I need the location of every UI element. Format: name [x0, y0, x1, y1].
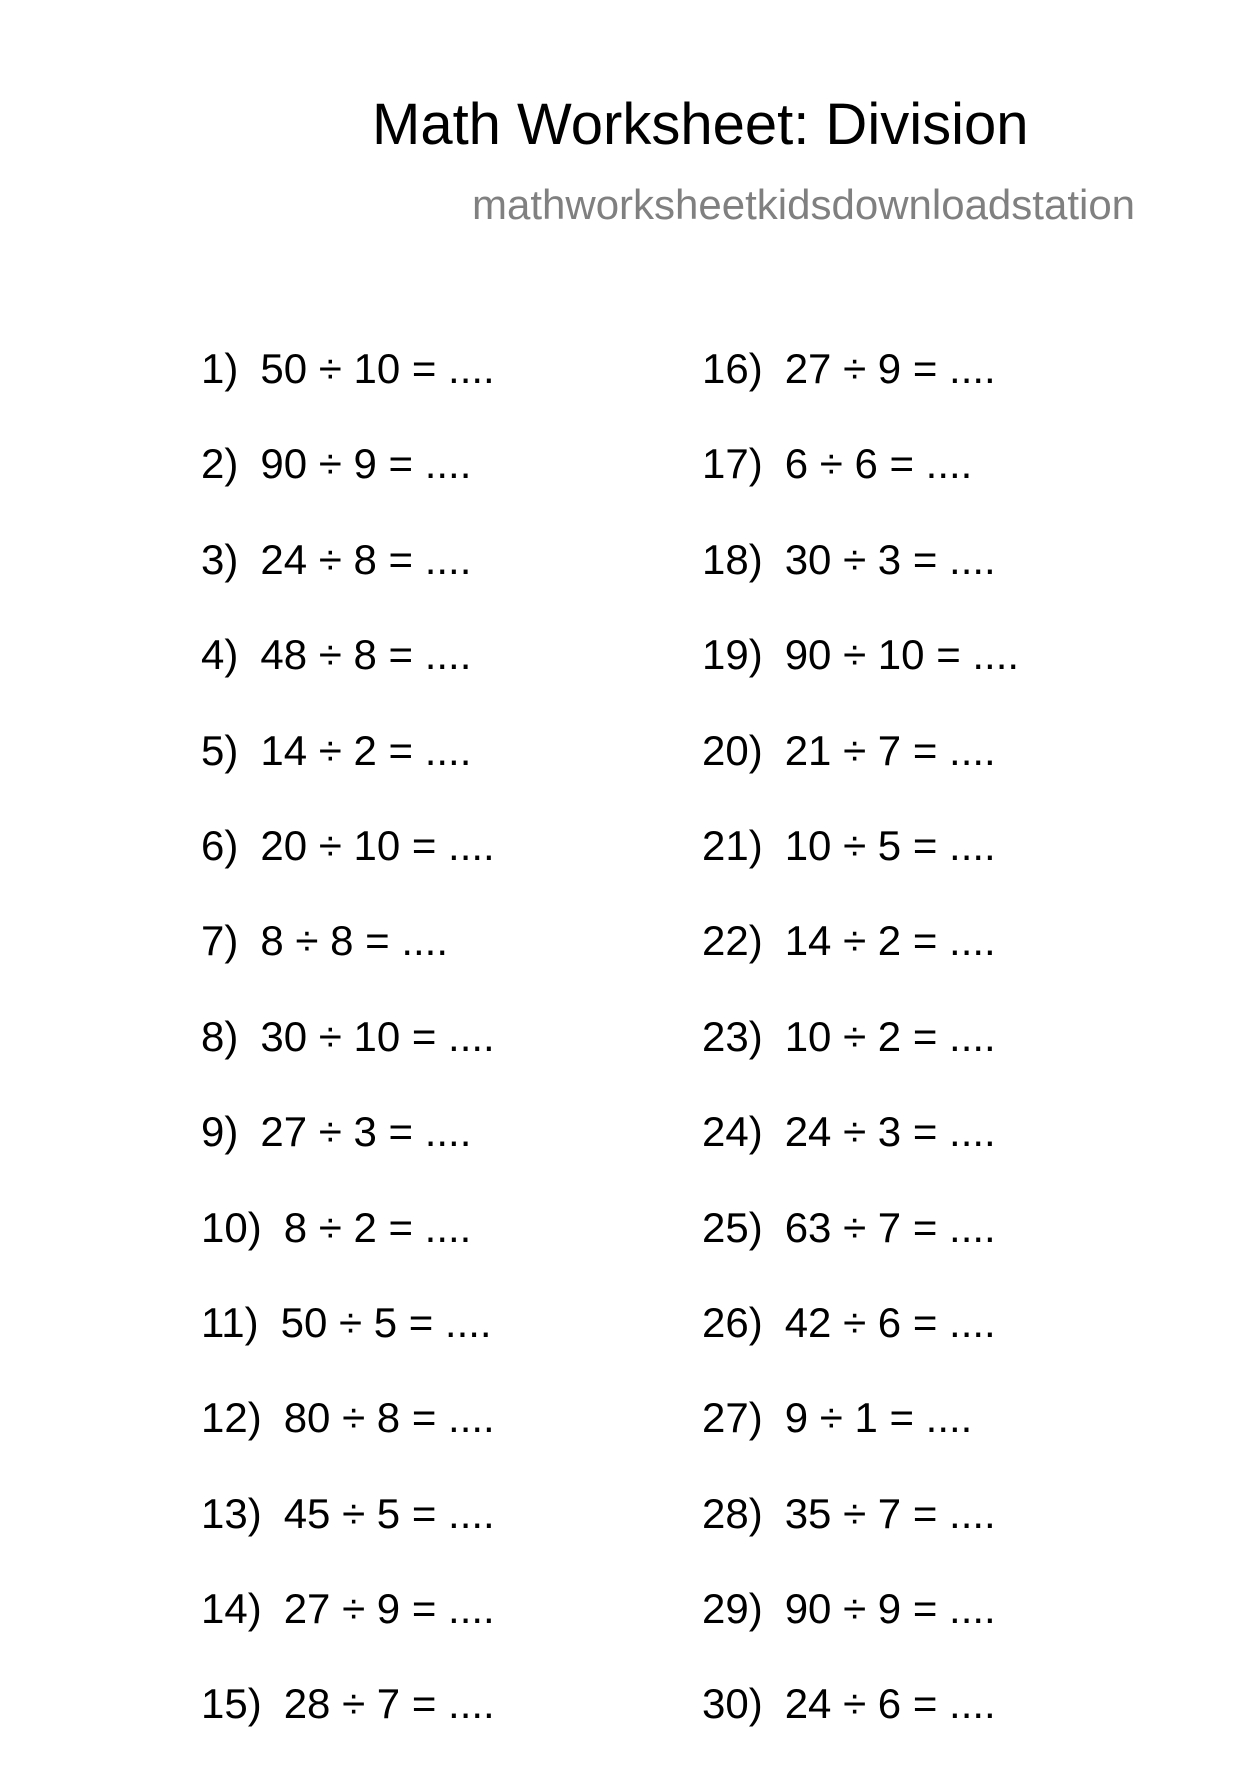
problem-number: 8) [201, 1012, 239, 1060]
problem-number: 14) [201, 1585, 262, 1633]
problem-expression: 30 ÷ 10 = .... [260, 1012, 495, 1060]
problem-expression: 24 ÷ 3 = .... [784, 1108, 996, 1156]
problem-item [702, 345, 1019, 443]
problem-expression: 21 ÷ 7 = .... [784, 726, 996, 774]
problem-item [201, 631, 495, 729]
problem-number: 30) [702, 1680, 763, 1728]
problem-expression: 27 ÷ 3 = .... [260, 1108, 472, 1156]
problem-item [201, 535, 495, 634]
problem-expression: 8 ÷ 2 = .... [283, 1203, 472, 1251]
problem-expression: 42 ÷ 6 = .... [784, 1298, 996, 1346]
problem-item [201, 1108, 495, 1206]
problem-number: 25) [702, 1203, 763, 1251]
problem-number: 5) [201, 726, 239, 774]
problem-number: 13) [201, 1489, 262, 1537]
problem-expression: 27 ÷ 9 = .... [283, 1585, 495, 1633]
problem-expression: 6 ÷ 6 = .... [784, 440, 973, 488]
problem-number: 11) [201, 1298, 259, 1346]
problem-number: 9) [201, 1108, 239, 1156]
problem-expression: 20 ÷ 10 = .... [260, 821, 495, 869]
problem-item [201, 1394, 495, 1492]
problem-expression: 24 ÷ 6 = .... [784, 1680, 996, 1728]
problem-expression: 80 ÷ 8 = .... [283, 1394, 495, 1442]
problem-item [201, 345, 495, 443]
problem-number: 3) [201, 535, 239, 583]
problem-expression: 27 ÷ 9 = .... [784, 345, 996, 392]
problem-item [201, 1012, 495, 1111]
problem-item [702, 1108, 1019, 1206]
problem-number: 10) [201, 1203, 262, 1251]
problem-item [702, 1298, 1019, 1397]
problem-expression: 90 ÷ 9 = .... [260, 440, 472, 488]
problem-column-left [201, 345, 495, 1779]
problem-number: 17) [702, 440, 763, 488]
problem-expression: 10 ÷ 2 = .... [784, 1012, 996, 1060]
problem-item [702, 1585, 1019, 1683]
problem-expression: 45 ÷ 5 = .... [283, 1489, 495, 1537]
problem-expression: 90 ÷ 9 = .... [784, 1585, 996, 1633]
site-name: mathworksheetkidsdownloadstation [472, 181, 1136, 228]
problem-number: 19) [702, 631, 763, 679]
problem-item [201, 821, 495, 920]
problem-item [702, 535, 1019, 634]
problem-item [702, 1203, 1019, 1302]
problem-number: 7) [201, 917, 239, 965]
problem-expression: 50 ÷ 10 = .... [260, 345, 495, 392]
problem-item [702, 726, 1019, 825]
problem-item [702, 1394, 1019, 1492]
problem-expression: 28 ÷ 7 = .... [283, 1680, 495, 1728]
problem-item [201, 726, 495, 825]
problem-item [702, 1012, 1019, 1111]
problem-column-right [702, 345, 1020, 1779]
problem-number: 24) [702, 1108, 763, 1156]
problem-expression: 10 ÷ 5 = .... [784, 821, 996, 869]
problem-item [702, 440, 1019, 538]
problem-number: 21) [702, 821, 763, 869]
problem-item [702, 631, 1020, 729]
problem-number: 26) [702, 1298, 763, 1346]
problem-expression: 8 ÷ 8 = .... [260, 917, 449, 965]
problem-item [201, 1298, 495, 1397]
problem-expression: 30 ÷ 3 = .... [784, 535, 996, 583]
problem-number: 16) [702, 345, 763, 392]
problem-number: 23) [702, 1012, 763, 1060]
problem-number: 1) [201, 345, 239, 392]
problem-expression: 14 ÷ 2 = .... [784, 917, 996, 965]
problem-number: 15) [201, 1680, 262, 1728]
problem-item [201, 1489, 495, 1588]
problem-item [702, 1680, 1019, 1778]
problem-expression: 50 ÷ 5 = .... [280, 1298, 492, 1346]
problem-number: 4) [201, 631, 239, 679]
problem-item [702, 821, 1019, 920]
problem-item [201, 1585, 495, 1683]
problem-expression: 63 ÷ 7 = .... [784, 1203, 996, 1251]
problem-number: 29) [702, 1585, 763, 1633]
problem-number: 28) [702, 1489, 763, 1537]
problem-number: 20) [702, 726, 763, 774]
problem-expression: 48 ÷ 8 = .... [260, 631, 472, 679]
problem-item [201, 1680, 495, 1778]
problem-number: 27) [702, 1394, 763, 1442]
problem-item [201, 917, 495, 1015]
problem-number: 18) [702, 535, 763, 583]
problem-number: 2) [201, 440, 239, 488]
problem-expression: 24 ÷ 8 = .... [260, 535, 472, 583]
problem-number: 12) [201, 1394, 262, 1442]
problem-number: 22) [702, 917, 763, 965]
problem-expression: 90 ÷ 10 = .... [784, 631, 1020, 679]
page-title: Math Worksheet: Division [372, 92, 1029, 157]
problem-number: 6) [201, 821, 239, 869]
problem-item [201, 440, 495, 538]
problem-item [702, 1489, 1019, 1588]
problem-expression: 9 ÷ 1 = .... [784, 1394, 973, 1442]
problem-expression: 14 ÷ 2 = .... [260, 726, 472, 774]
problem-item [702, 917, 1019, 1015]
problem-expression: 35 ÷ 7 = .... [784, 1489, 996, 1537]
problem-item [201, 1203, 495, 1302]
